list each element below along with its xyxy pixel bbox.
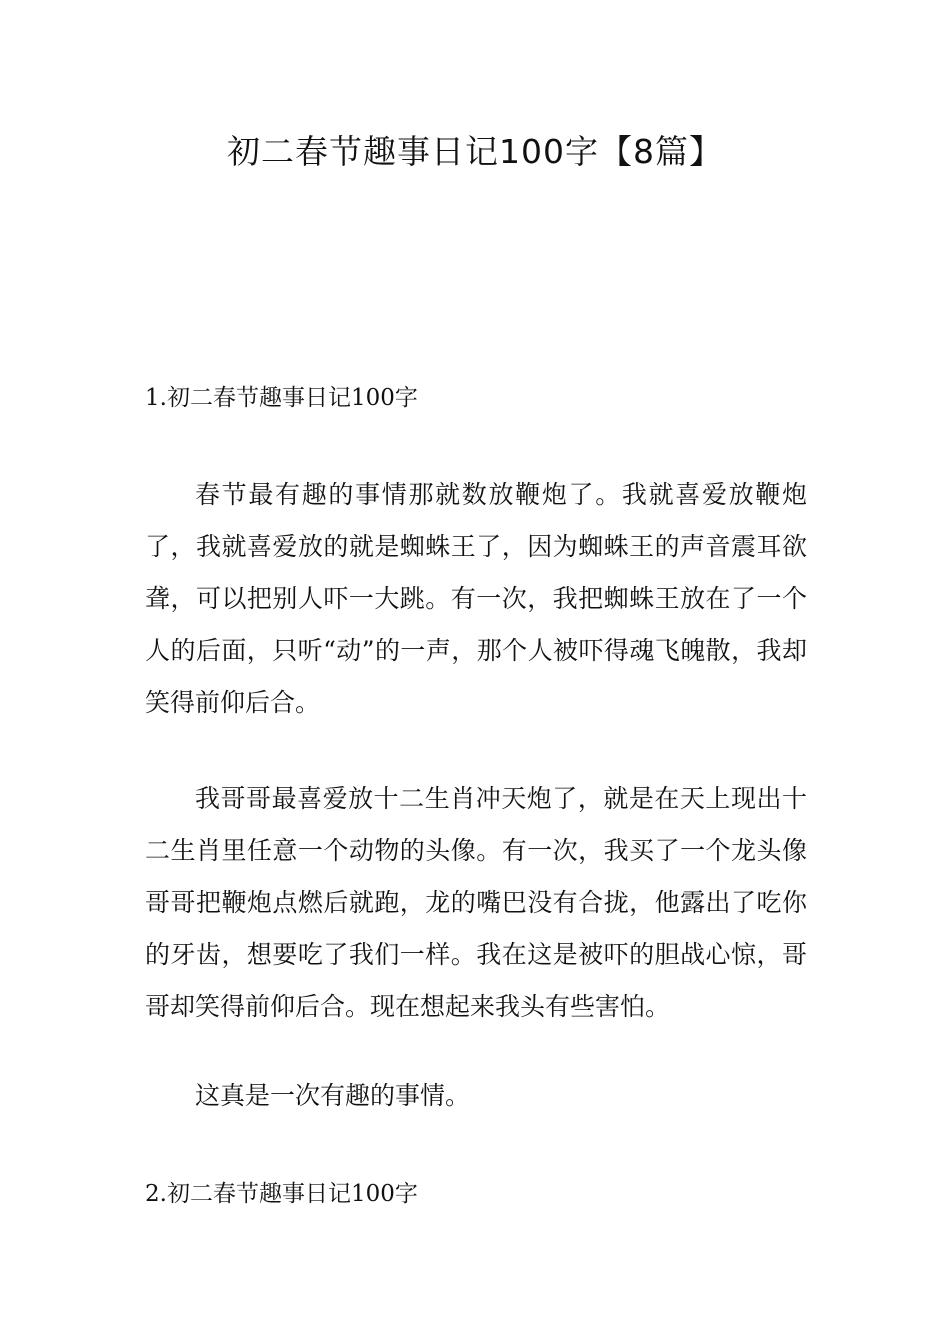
section-1-paragraph-2: 我哥哥最喜爱放十二生肖冲天炮了，就是在天上现出十二生肖里任意一个动物的头像。有一次，我买了一个龙头像哥哥把鞭炮点燃后就跑，龙的嘴巴没有合拢，他露出了吃你的牙齿，想要吃了我们一样。我在这是被吓的胆战心惊，哥哥却笑得前仰后合。现在想起来我头有些害怕。 (145, 784, 807, 1021)
section-2-heading: 2.初二春节趣事日记100字 (145, 1181, 418, 1207)
section-1-heading: 1.初二春节趣事日记100字 (145, 385, 418, 411)
section-1-paragraph-1: 春节最有趣的事情那就数放鞭炮了。我就喜爱放鞭炮了，我就喜爱放的就是蜘蛛王了，因为蜘蛛王的声音震耳欲聋，可以把别人吓一大跳。有一次，我把蜘蛛王放在了一个人的后面，只听“动”的一声，那个人被吓得魂飞魄散，我却笑得前仰后合。 (145, 480, 807, 717)
document-title: 初二春节趣事日记100字【8篇】 (227, 132, 723, 171)
section-1-paragraph-3: 这真是一次有趣的事情。 (195, 1081, 471, 1110)
